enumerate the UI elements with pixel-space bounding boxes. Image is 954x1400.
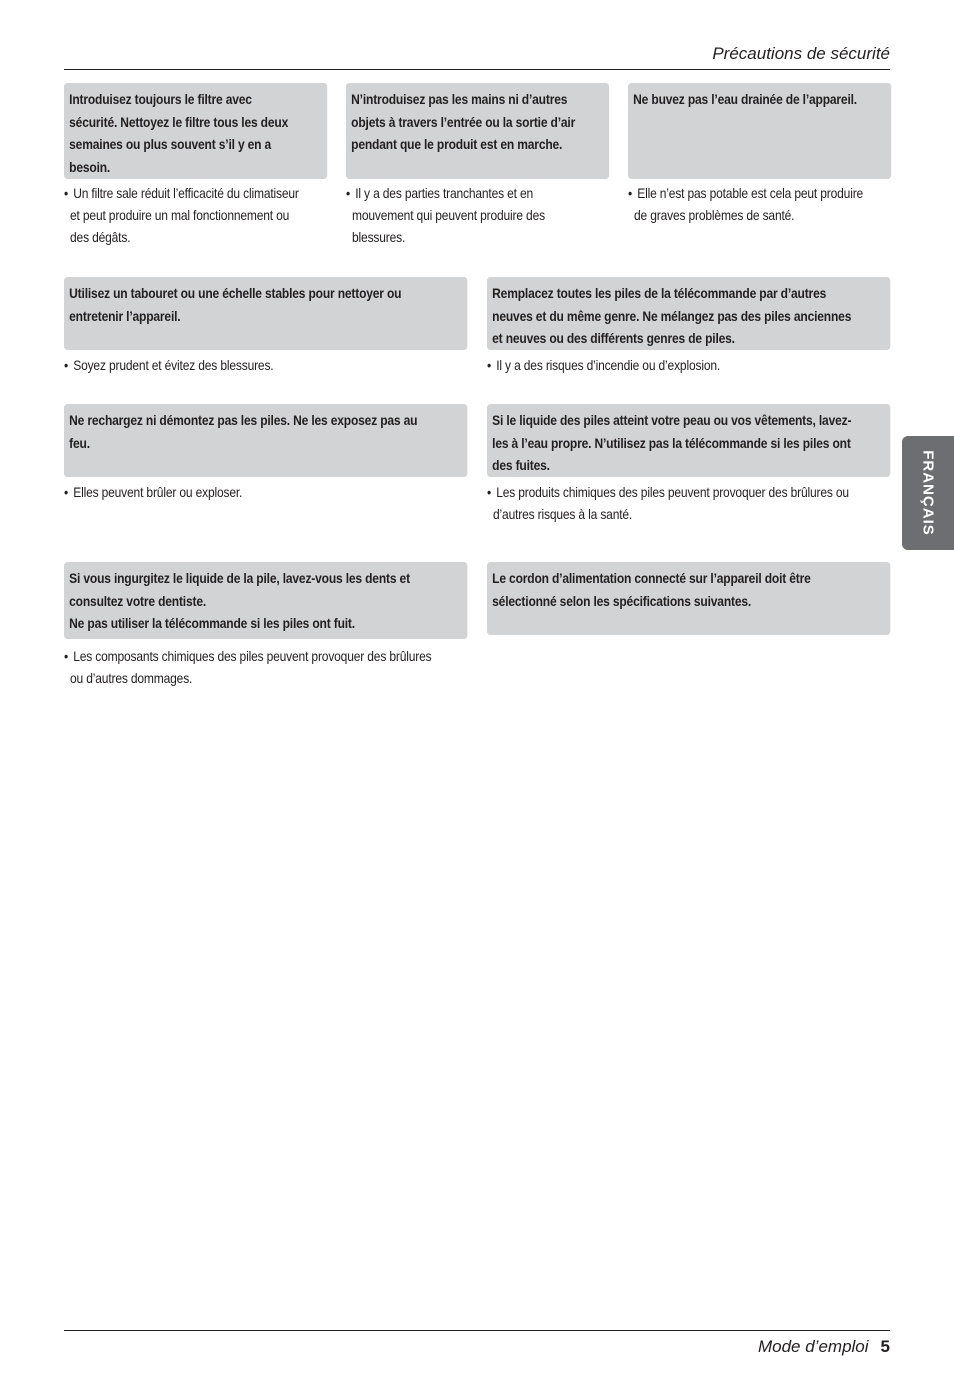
warning-box-hands: N’introduisez pas les mains ni d’autres objets à travers l’entrée ou la sortie d’air pendant que le produit est en marche.: [346, 83, 609, 179]
warning-box-battery-liquid: Si le liquide des piles atteint votre peau ou vos vêtements, lavez- les à l’eau propre. N’utilisez pas la télécommande si les piles ont des fuites.: [487, 404, 890, 477]
section-title: Précautions de sécurité: [712, 44, 890, 63]
note-replace-batteries: • Il y a des risques d’incendie ou d’explosion.: [487, 354, 890, 376]
warning-box-water: Ne buvez pas l’eau drainée de l’appareil.: [628, 83, 891, 179]
note-hands: • Il y a des parties tranchantes et en mouvement qui peuvent produire des blessures.: [346, 182, 621, 248]
warning-box-filter: Introduisez toujours le filtre avec sécurité. Nettoyez le filtre tous les deux semaines ou plus souvent s’il y en a besoin.: [64, 83, 327, 179]
footer-rule: [64, 1330, 890, 1331]
note-water: • Elle n’est pas potable est cela peut produire de graves problèmes de santé.: [628, 182, 891, 226]
note-battery-liquid: • Les produits chimiques des piles peuvent provoquer des brûlures ou d’autres risques à la santé.: [487, 481, 890, 525]
footer: [758, 1337, 890, 1357]
note-filter: • Un filtre sale réduit l’efficacité du climatiseur et peut produire un mal fonctionnement ou des dégâts.: [64, 182, 339, 248]
language-tab-label: FRANÇAIS: [919, 450, 937, 536]
note-recharge: • Elles peuvent brûler ou exploser.: [64, 481, 467, 503]
note-ladder: • Soyez prudent et évitez des blessures.: [64, 354, 467, 376]
note-swallow: • Les composants chimiques des piles peuvent provoquer des brûlures ou d’autres dommages.: [64, 645, 467, 689]
footer-label: Mode d’emploi: [757, 1337, 869, 1356]
warning-box-ladder: Utilisez un tabouret ou une échelle stables pour nettoyer ou entretenir l’appareil.: [64, 277, 467, 350]
warning-box-replace-batteries: Remplacez toutes les piles de la télécommande par d’autres neuves et du même genre. Ne mélangez pas des piles anciennes et neuves ou des différents genres de piles.: [487, 277, 890, 350]
page-number: 5: [880, 1337, 890, 1356]
warning-box-recharge: Ne rechargez ni démontez pas les piles. Ne les exposez pas au feu.: [64, 404, 467, 477]
language-tab: [902, 436, 954, 550]
warning-box-power-cord: Le cordon d’alimentation connecté sur l’appareil doit être sélectionné selon les spécifications suivantes.: [487, 562, 890, 635]
header-rule: [64, 69, 890, 70]
warning-box-swallow: Si vous ingurgitez le liquide de la pile, lavez-vous les dents et consultez votre dentiste. Ne pas utiliser la télécommande si les piles ont fuit.: [64, 562, 467, 639]
